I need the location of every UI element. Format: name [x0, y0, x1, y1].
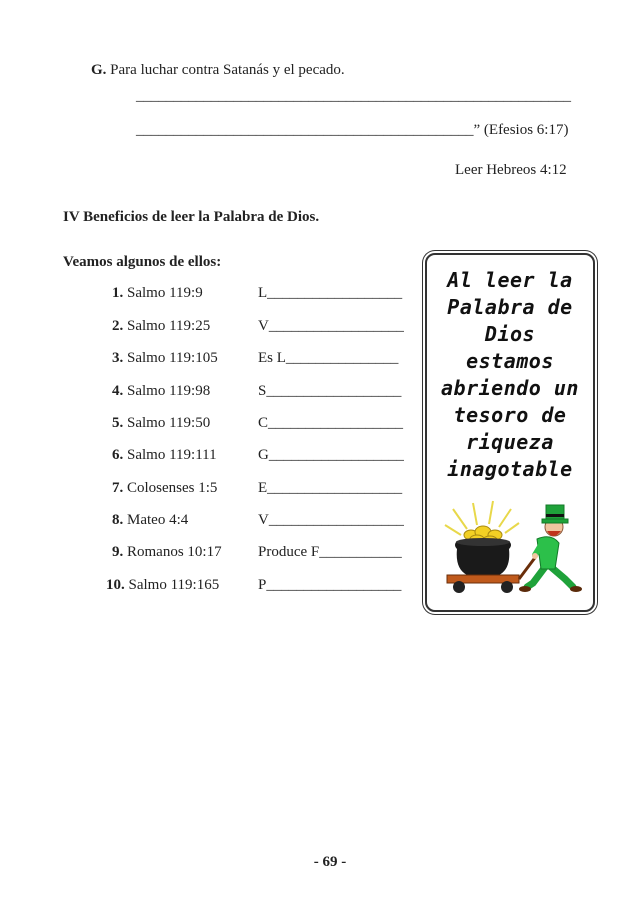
- item-reference: Salmo 119:105: [127, 350, 218, 366]
- item-answer-blank: Es L_______________: [258, 350, 399, 366]
- item-answer-blank: C__________________: [258, 415, 404, 431]
- leprechaun-icon: [519, 505, 582, 592]
- item-reference: Salmo 119:111: [127, 447, 217, 463]
- item-number: 1.: [112, 285, 124, 301]
- citation: ” (Efesios 6:17): [473, 122, 569, 138]
- item-answer-blank: S__________________: [258, 383, 402, 399]
- wheel-icon: [501, 581, 513, 593]
- item-number: 5.: [112, 415, 124, 431]
- item-answer-blank: L__________________: [258, 285, 403, 301]
- callout-line: riqueza: [466, 430, 554, 454]
- item-reference: Salmo 119:25: [127, 318, 211, 334]
- callout-line: Al leer la: [447, 268, 573, 292]
- item-number: 9.: [112, 544, 124, 560]
- item-number: 4.: [112, 383, 124, 399]
- item-reference: Salmo 119:98: [127, 383, 211, 399]
- item-answer-blank: V__________________: [258, 318, 404, 334]
- answer-line-2: _____________________________________________: [136, 122, 474, 138]
- item-answer-blank: Produce F___________: [258, 544, 402, 560]
- leprechaun-gold-cart-illustration: [433, 483, 587, 605]
- item-number: 6.: [112, 447, 124, 463]
- answer-line-1: __________________________________________________________: [136, 88, 571, 104]
- item-reference: Romanos 10:17: [127, 544, 222, 560]
- pot-icon: [455, 541, 511, 575]
- callout-line: estamos: [466, 349, 554, 373]
- callout-line: inagotable: [447, 457, 573, 481]
- answer-line-2-row: [136, 121, 568, 139]
- item-answer-blank: V__________________: [258, 512, 404, 528]
- item-reference: Colosenses 1:5: [127, 480, 218, 496]
- section-g-letter: G.: [91, 62, 107, 78]
- callout-line: abriendo un: [441, 376, 579, 400]
- section-iv-heading: IV Beneficios de leer la Palabra de Dios.: [63, 209, 320, 225]
- item-number: 7.: [112, 480, 124, 496]
- wheel-icon: [453, 581, 465, 593]
- page-number: - 69 -: [313, 854, 347, 870]
- item-reference: Salmo 119:9: [127, 285, 203, 301]
- callout-box: [425, 253, 595, 612]
- read-reference: Leer Hebreos 4:12: [455, 162, 567, 178]
- callout-line: Palabra de: [447, 295, 573, 319]
- item-number: 2.: [112, 318, 124, 334]
- item-number: 10.: [106, 577, 125, 593]
- section-g-text: Para luchar contra Satanás y el pecado.: [110, 62, 345, 78]
- item-reference: Mateo 4:4: [127, 512, 189, 528]
- item-answer-blank: G__________________: [258, 447, 404, 463]
- section-g-prompt: [91, 61, 345, 79]
- item-answer-blank: P__________________: [258, 577, 402, 593]
- callout-line: tesoro de: [453, 403, 567, 427]
- item-number: 8.: [112, 512, 124, 528]
- item-answer-blank: E__________________: [258, 480, 403, 496]
- callout-line: Dios: [484, 322, 536, 346]
- callout-text: [427, 267, 593, 483]
- item-reference: Salmo 119:50: [127, 415, 211, 431]
- item-number: 3.: [112, 350, 124, 366]
- item-reference: Salmo 119:165: [128, 577, 220, 593]
- section-iv-subheading: Veamos algunos de ellos:: [63, 254, 222, 270]
